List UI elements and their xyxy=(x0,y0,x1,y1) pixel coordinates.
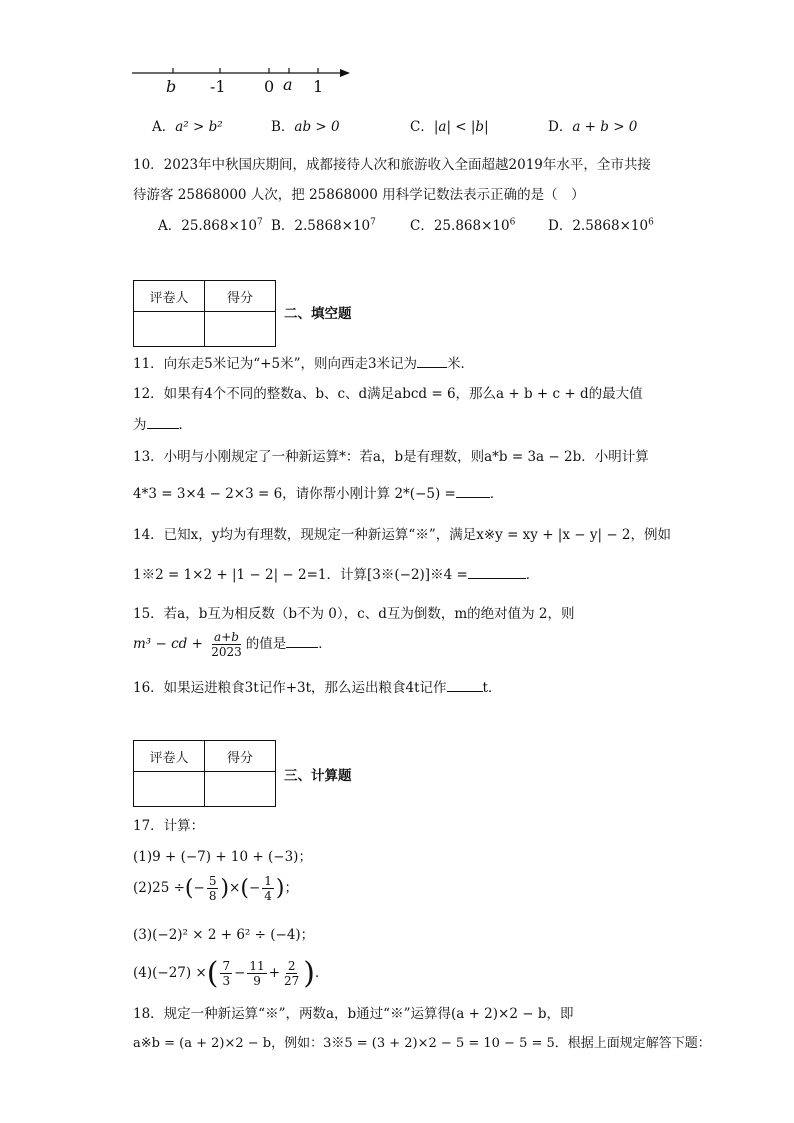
q16-suffix: t． xyxy=(482,680,502,696)
q17-title: 17．计算： xyxy=(133,818,205,834)
fraction-denominator: 9 xyxy=(253,974,261,988)
score-table-reviewer-cell[interactable] xyxy=(134,312,205,347)
q15-fraction xyxy=(209,630,244,659)
q13-line1: 13．小明与小刚规定了一种新运算*：若a，b是有理数，则a*b = 3a − 2b．小明计算 xyxy=(133,449,649,465)
q10-option-b[interactable] xyxy=(271,214,376,234)
q12-line1: 12．如果有4个不同的整数a、b、c、d满足abcd = 6，那么a + b + c + d的最大值 xyxy=(133,386,643,402)
option-exp: 6 xyxy=(509,217,516,228)
q17-p4-prefix: (4)(−27) × xyxy=(133,965,207,981)
q15-line1: 15．若a，b互为相反数（b不为 0），c、d互为倒数，m的绝对值为 2，则 xyxy=(133,606,575,622)
q18-line2: a※b = (a + 2)×2 − b，例如：3※5 = (3 + 2)×2 − 5 = 10 − 5 = 5．根据上面规定解答下题： xyxy=(133,1036,711,1051)
q11-suffix: 米． xyxy=(447,356,475,372)
q17-p2-end: ； xyxy=(284,880,298,896)
q17-p2-fraction1 xyxy=(207,874,219,903)
q9-option-c[interactable] xyxy=(410,115,489,135)
number-line-label-0: 0 xyxy=(264,77,275,96)
q16-blank[interactable] xyxy=(447,679,483,692)
q10-option-d[interactable] xyxy=(548,214,654,234)
score-table-section3 xyxy=(133,740,276,807)
q18-line1: 18．规定一种新运算“※”，两数a，b通过“※”运算得(a + 2)×2 − b，即 xyxy=(133,1006,574,1022)
q17-p4-fraction3 xyxy=(282,959,301,988)
section2-title: 二、填空题 xyxy=(284,306,352,322)
q13-suffix: ． xyxy=(489,486,504,502)
q17-part4: (4)(−27) ×( $\frac{7}{3}$ − $\frac{11}{9}$ + $\frac{2}{27}$ )． xyxy=(133,956,329,991)
number-line-label-b: b xyxy=(166,77,177,96)
q14-blank[interactable] xyxy=(468,566,526,579)
q12-prefix: 为 xyxy=(133,417,147,433)
q14-line2 xyxy=(133,563,539,583)
q9-option-a[interactable] xyxy=(152,115,223,135)
number-line xyxy=(128,62,358,102)
fraction-numerator: 5 xyxy=(208,874,217,888)
score-table-section2 xyxy=(133,280,276,347)
q13-text: 4*3 = 3×4 − 2×3 = 6，请你帮小刚计算 2*(−5) = xyxy=(133,486,456,502)
q16 xyxy=(133,676,501,696)
q13-blank[interactable] xyxy=(456,485,490,498)
q15-tail: 的值是 xyxy=(245,636,287,652)
fraction-numerator: 2 xyxy=(287,959,296,973)
q17-p4-fraction1 xyxy=(220,959,232,988)
q17-part1: (1)9 + (−7) + 10 + (−3)； xyxy=(133,849,312,865)
q15-blank[interactable] xyxy=(286,635,318,648)
q14-text: 1※2 = 1×2 + |1 − 2| − 2=1．计算[3※(−2)]※4 = xyxy=(133,567,468,583)
option-letter: D． xyxy=(548,119,573,135)
option-exp: 7 xyxy=(370,217,376,228)
fraction-numerator: 7 xyxy=(222,959,231,973)
q15-line2 xyxy=(133,630,332,659)
q14-suffix: ． xyxy=(525,567,540,583)
option-exp: 7 xyxy=(256,217,263,228)
q17-part3: (3)(−2)² × 2 + 6² ÷ (−4)； xyxy=(133,927,315,943)
fraction-denominator: 3 xyxy=(222,974,231,988)
number-line-label-1: 1 xyxy=(313,77,324,96)
fraction-denominator: 27 xyxy=(284,974,300,988)
option-letter: A． xyxy=(152,119,176,135)
q11-blank[interactable] xyxy=(417,355,447,368)
fraction-numerator: 1 xyxy=(264,874,272,888)
score-table-score-cell[interactable] xyxy=(205,312,276,347)
q12-line2 xyxy=(133,413,192,433)
fraction-numerator: 11 xyxy=(249,959,265,973)
q9-option-b[interactable] xyxy=(271,115,340,135)
option-letter: D． xyxy=(548,218,573,234)
q11 xyxy=(133,352,474,372)
score-table-score-header: 得分 xyxy=(205,741,276,772)
q14-line1: 14．已知x，y均为有理数，现规定一种新运算“※”，满足x※y = xy + |x − y| − 2，例如 xyxy=(133,527,672,543)
option-base: 25.868×10 xyxy=(433,218,510,234)
q12-blank[interactable] xyxy=(147,416,179,429)
q10-option-c[interactable] xyxy=(410,214,515,234)
score-table-reviewer-cell[interactable] xyxy=(134,772,205,807)
option-base: 25.868×10 xyxy=(181,218,257,234)
option-letter: C． xyxy=(410,119,434,135)
fraction-denominator: 2023 xyxy=(211,645,242,659)
option-letter: C． xyxy=(410,218,434,234)
q16-text: 16．如果运进粮食3t记作+3t，那么运出粮食4t记作 xyxy=(133,680,447,696)
q15-suffix: ． xyxy=(318,636,332,652)
option-letter: A． xyxy=(158,218,182,234)
fraction-numerator: a+b xyxy=(214,630,239,644)
q17-part2: (2)25 ÷(− $\frac{5}{8}$ )×(− $\frac{1}{4}$ )； xyxy=(133,874,298,903)
fraction-denominator: 8 xyxy=(208,889,217,903)
q17-p4-fraction2 xyxy=(247,959,266,988)
option-exp: 6 xyxy=(648,217,654,228)
q11-text: 11．向东走5米记为“+5米”，则向西走3米记为 xyxy=(133,356,418,372)
q13-line2 xyxy=(133,482,503,502)
score-table-reviewer-header: 评卷人 xyxy=(134,281,205,312)
option-expr: ab > 0 xyxy=(294,119,340,135)
score-table-reviewer-header: 评卷人 xyxy=(134,741,205,772)
q17-p2-prefix: (2)25 ÷ xyxy=(133,880,185,896)
q10-option-a[interactable] xyxy=(158,214,263,234)
score-table-score-cell[interactable] xyxy=(205,772,276,807)
q9-option-d[interactable] xyxy=(548,115,637,135)
option-base: 2.5868×10 xyxy=(572,218,649,234)
fraction-denominator: 4 xyxy=(264,889,272,903)
q10-line2: 待游客 25868000 人次，把 25868000 用科学记数法表示正确的是（ ） xyxy=(133,187,585,203)
q10-line1: 10．2023年中秋国庆期间，成都接待人次和旅游收入全面超越2019年水平，全市共接 xyxy=(133,157,651,173)
section3-title: 三、计算题 xyxy=(284,768,352,784)
q15-expr: m³ − cd + xyxy=(133,636,203,652)
option-expr: a + b > 0 xyxy=(572,119,638,135)
option-expr: a² > b² xyxy=(175,119,223,135)
score-table-score-header: 得分 xyxy=(205,281,276,312)
q17-p2-fraction2 xyxy=(262,874,274,903)
number-line-label-a: a xyxy=(283,75,293,94)
q17-p4-end: ． xyxy=(315,965,329,981)
option-expr: |a| < |b| xyxy=(433,119,489,135)
option-letter: B． xyxy=(271,119,295,135)
option-base: 2.5868×10 xyxy=(294,218,371,234)
option-letter: B． xyxy=(271,218,295,234)
q12-suffix: ． xyxy=(178,417,192,433)
number-line-label-neg1: -1 xyxy=(210,77,226,96)
